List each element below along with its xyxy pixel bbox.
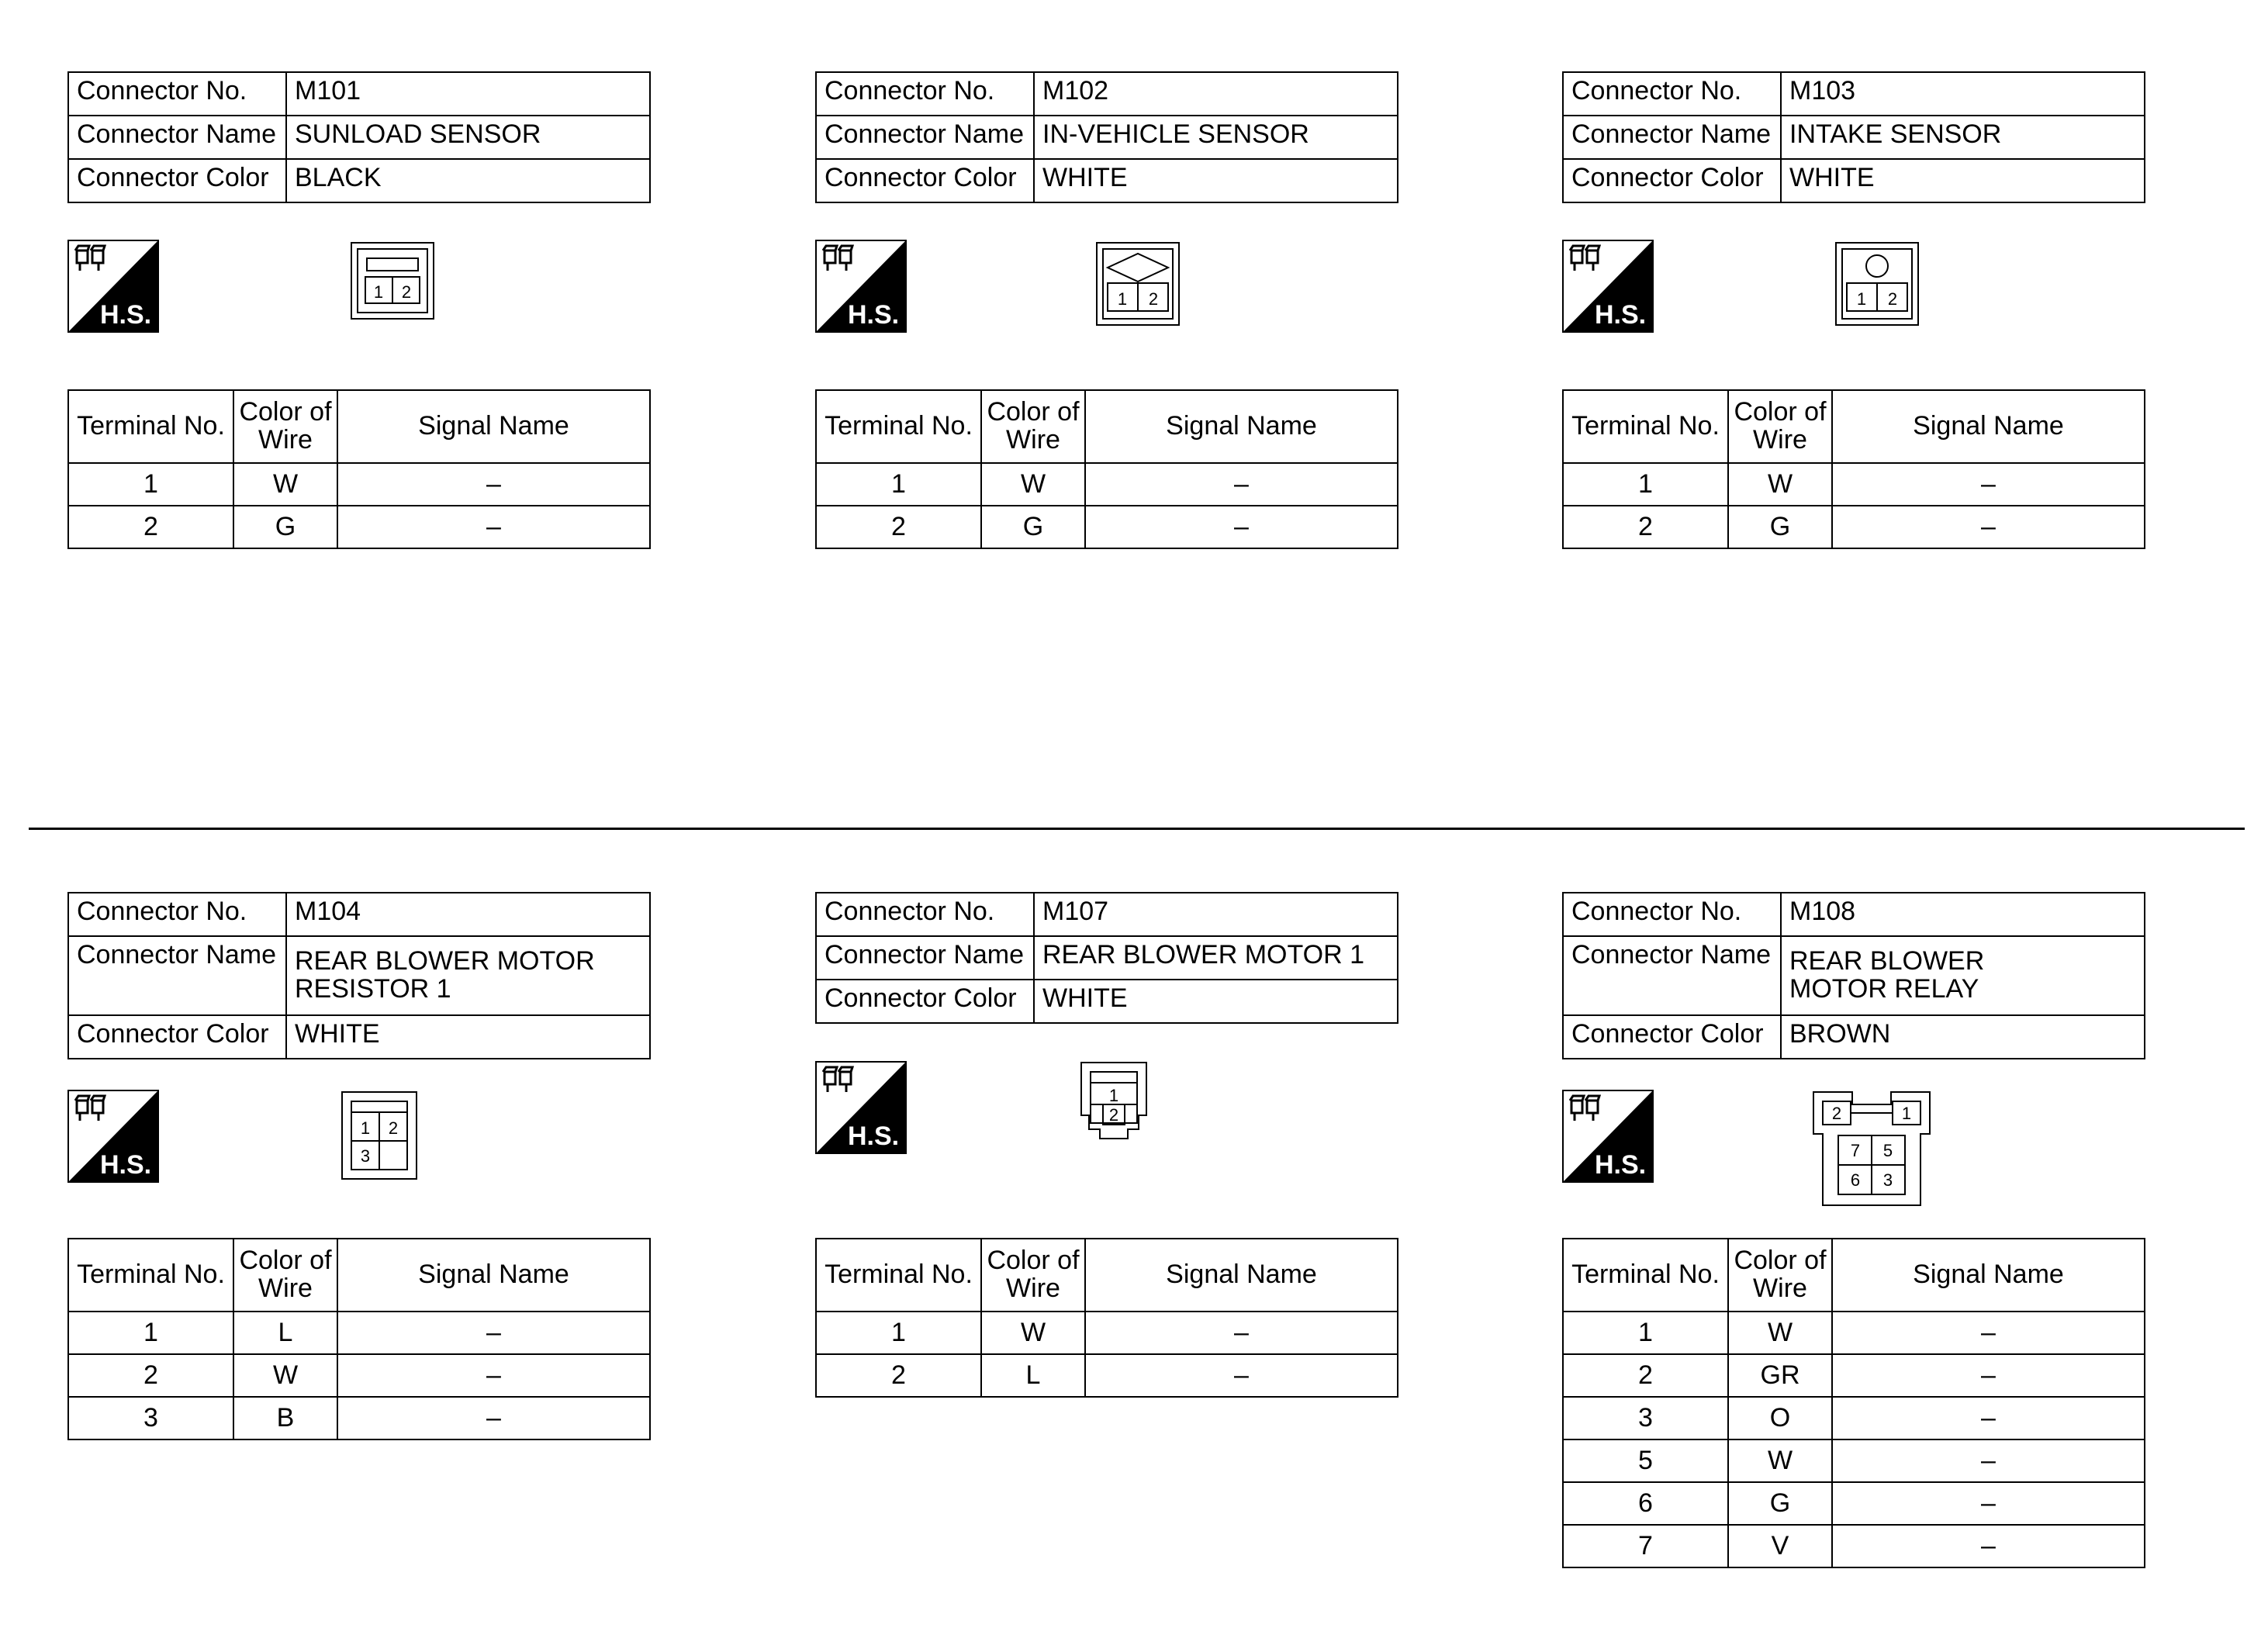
terminal-cell: 1: [816, 1312, 981, 1354]
wire-cell: B: [233, 1397, 337, 1439]
connector-no-value: M103: [1781, 72, 2145, 116]
terminal-table: [67, 389, 651, 549]
terminal-cell: 2: [1563, 1354, 1728, 1397]
wire-cell: L: [981, 1354, 1085, 1397]
table-row: [1563, 1354, 2145, 1397]
signal-cell: –: [1832, 1312, 2145, 1354]
connector-color-label: Connector Color: [1563, 1015, 1781, 1059]
table-row: [68, 1397, 650, 1439]
wire-cell: G: [1728, 1482, 1832, 1525]
connector-color-label: Connector Color: [1563, 159, 1781, 202]
wire-cell: L: [233, 1312, 337, 1354]
connector-name-label: Connector Name: [1563, 936, 1781, 1015]
connector-info-table: [67, 892, 651, 1059]
connector-color-value: WHITE: [1781, 159, 2145, 202]
table-row: [816, 463, 1398, 506]
connector-name-label: Connector Name: [68, 116, 286, 159]
connector-block-m101: [67, 71, 651, 541]
pin-label: 7: [1850, 1141, 1861, 1160]
harness-side-icon: [815, 240, 907, 333]
terminal-table: [815, 389, 1398, 549]
connector-no-label: Connector No.: [68, 893, 286, 936]
table-row: [68, 1354, 650, 1397]
table-row: [1563, 1525, 2145, 1567]
pin-label: 2: [388, 1118, 399, 1138]
signal-cell: –: [1085, 506, 1398, 548]
pin-label: 5: [1882, 1141, 1893, 1160]
connector-face-diagram: [350, 241, 435, 320]
connector-block-m108: [1562, 892, 2145, 1560]
signal-cell: –: [337, 506, 650, 548]
connector-color-value: BLACK: [286, 159, 650, 202]
pin-label: 1: [1108, 1086, 1119, 1105]
connector-name-value: REAR BLOWER MOTOR RESISTOR 1: [286, 936, 650, 1015]
wire-cell: G: [981, 506, 1085, 548]
connector-face-diagram: [1812, 1090, 1931, 1207]
wire-cell: W: [981, 1312, 1085, 1354]
wire-cell: GR: [1728, 1354, 1832, 1397]
terminal-table: [1562, 1238, 2145, 1568]
harness-side-icon: [67, 240, 159, 333]
harness-side-icon: [1562, 240, 1654, 333]
terminal-cell: 2: [1563, 506, 1728, 548]
terminal-no-header: Terminal No.: [68, 1239, 233, 1312]
terminal-cell: 6: [1563, 1482, 1728, 1525]
connector-no-value: M108: [1781, 893, 2145, 936]
color-of-wire-header: Color of Wire: [981, 1239, 1085, 1312]
wire-cell: W: [1728, 1312, 1832, 1354]
wire-cell: W: [233, 1354, 337, 1397]
harness-side-icon: [815, 1061, 907, 1154]
wire-cell: W: [1728, 463, 1832, 506]
terminal-no-header: Terminal No.: [1563, 390, 1728, 463]
pin-label: 2: [1108, 1105, 1119, 1125]
connector-face-diagram: [1095, 241, 1181, 327]
color-of-wire-header: Color of Wire: [981, 390, 1085, 463]
signal-cell: –: [1832, 506, 2145, 548]
table-row: [816, 1312, 1398, 1354]
terminal-cell: 1: [68, 463, 233, 506]
signal-name-header: Signal Name: [1832, 390, 2145, 463]
connector-color-value: WHITE: [286, 1015, 650, 1059]
connector-no-value: M107: [1034, 893, 1398, 936]
connector-color-value: BROWN: [1781, 1015, 2145, 1059]
pin-label: 1: [1117, 289, 1128, 309]
signal-cell: –: [337, 1354, 650, 1397]
connector-info-table: [67, 71, 651, 203]
connector-no-label: Connector No.: [816, 72, 1034, 116]
terminal-cell: 5: [1563, 1439, 1728, 1482]
connector-color-value: WHITE: [1034, 980, 1398, 1023]
terminal-cell: 2: [816, 506, 981, 548]
connector-no-label: Connector No.: [68, 72, 286, 116]
hs-label: H.S.: [848, 300, 900, 330]
terminal-no-header: Terminal No.: [816, 390, 981, 463]
signal-cell: –: [1832, 1439, 2145, 1482]
wire-cell: W: [981, 463, 1085, 506]
hs-label: H.S.: [100, 1150, 152, 1180]
signal-cell: –: [1832, 1354, 2145, 1397]
connector-name-value: REAR BLOWER MOTOR 1: [1034, 936, 1398, 980]
harness-side-icon: [1562, 1090, 1654, 1183]
wire-cell: G: [1728, 506, 1832, 548]
color-of-wire-header: Color of Wire: [1728, 390, 1832, 463]
signal-cell: –: [1832, 1397, 2145, 1439]
connector-name-value: REAR BLOWER MOTOR RELAY: [1781, 936, 2145, 1015]
connector-face-diagram: [341, 1090, 418, 1180]
connector-info-table: [815, 892, 1398, 1024]
terminal-cell: 3: [1563, 1397, 1728, 1439]
pin-label: 2: [1148, 289, 1159, 309]
connector-color-label: Connector Color: [816, 980, 1034, 1023]
signal-name-header: Signal Name: [337, 390, 650, 463]
wire-cell: G: [233, 506, 337, 548]
connector-block-m103: [1562, 71, 2145, 541]
pin-label: 1: [1901, 1104, 1912, 1123]
hs-label: H.S.: [1595, 1150, 1647, 1180]
pin-label: 2: [401, 282, 412, 302]
wire-cell: W: [1728, 1439, 1832, 1482]
connector-no-label: Connector No.: [816, 893, 1034, 936]
signal-cell: –: [1085, 463, 1398, 506]
color-of-wire-header: Color of Wire: [1728, 1239, 1832, 1312]
connector-block-m104: [67, 892, 651, 1433]
signal-name-header: Signal Name: [337, 1239, 650, 1312]
section-divider: [29, 828, 2245, 830]
connector-info-table: [1562, 892, 2145, 1059]
pin-label: 3: [1882, 1170, 1893, 1190]
signal-cell: –: [1832, 1525, 2145, 1567]
terminal-no-header: Terminal No.: [1563, 1239, 1728, 1312]
connector-color-label: Connector Color: [816, 159, 1034, 202]
connector-name-label: Connector Name: [1563, 116, 1781, 159]
connector-no-value: M104: [286, 893, 650, 936]
signal-cell: –: [337, 463, 650, 506]
wire-cell: V: [1728, 1525, 1832, 1567]
connector-block-m102: [815, 71, 1398, 541]
signal-name-header: Signal Name: [1085, 390, 1398, 463]
pin-label: 1: [1856, 289, 1867, 309]
connector-name-label: Connector Name: [68, 936, 286, 1015]
pin-label: 2: [1831, 1104, 1842, 1123]
terminal-cell: 1: [816, 463, 981, 506]
connector-name-label: Connector Name: [816, 936, 1034, 980]
table-row: [1563, 506, 2145, 548]
connector-no-label: Connector No.: [1563, 72, 1781, 116]
table-row: [68, 463, 650, 506]
connector-name-value: IN-VEHICLE SENSOR: [1034, 116, 1398, 159]
connector-color-value: WHITE: [1034, 159, 1398, 202]
table-row: [1563, 1312, 2145, 1354]
terminal-cell: 7: [1563, 1525, 1728, 1567]
terminal-table: [1562, 389, 2145, 549]
pin-label: 1: [373, 282, 384, 302]
connector-info-table: [815, 71, 1398, 203]
hs-label: H.S.: [848, 1121, 900, 1151]
terminal-table: [815, 1238, 1398, 1398]
signal-cell: –: [337, 1397, 650, 1439]
table-row: [816, 506, 1398, 548]
table-row: [1563, 463, 2145, 506]
signal-name-header: Signal Name: [1832, 1239, 2145, 1312]
table-row: [816, 1354, 1398, 1397]
terminal-table: [67, 1238, 651, 1440]
table-row: [68, 506, 650, 548]
terminal-cell: 1: [1563, 463, 1728, 506]
connector-block-m107: [815, 892, 1398, 1390]
table-row: [1563, 1439, 2145, 1482]
connector-face-diagram: [1080, 1061, 1148, 1140]
terminal-no-header: Terminal No.: [816, 1239, 981, 1312]
connector-color-label: Connector Color: [68, 1015, 286, 1059]
signal-cell: –: [1832, 463, 2145, 506]
connector-no-label: Connector No.: [1563, 893, 1781, 936]
terminal-cell: 2: [68, 1354, 233, 1397]
signal-cell: –: [1085, 1354, 1398, 1397]
terminal-cell: 3: [68, 1397, 233, 1439]
hs-label: H.S.: [100, 300, 152, 330]
pin-label: 3: [360, 1146, 371, 1166]
pin-label: 6: [1850, 1170, 1861, 1190]
terminal-cell: 2: [816, 1354, 981, 1397]
connector-name-label: Connector Name: [816, 116, 1034, 159]
signal-cell: –: [337, 1312, 650, 1354]
table-row: [1563, 1482, 2145, 1525]
harness-side-icon: [67, 1090, 159, 1183]
table-row: [1563, 1397, 2145, 1439]
signal-cell: –: [1832, 1482, 2145, 1525]
connector-no-value: M101: [286, 72, 650, 116]
terminal-cell: 2: [68, 506, 233, 548]
connector-name-value: SUNLOAD SENSOR: [286, 116, 650, 159]
color-of-wire-header: Color of Wire: [233, 1239, 337, 1312]
signal-cell: –: [1085, 1312, 1398, 1354]
terminal-cell: 1: [68, 1312, 233, 1354]
table-row: [68, 1312, 650, 1354]
connector-color-label: Connector Color: [68, 159, 286, 202]
connector-no-value: M102: [1034, 72, 1398, 116]
color-of-wire-header: Color of Wire: [233, 390, 337, 463]
wire-cell: O: [1728, 1397, 1832, 1439]
pin-label: 1: [360, 1118, 371, 1138]
pin-label: 2: [1887, 289, 1898, 309]
hs-label: H.S.: [1595, 300, 1647, 330]
terminal-no-header: Terminal No.: [68, 390, 233, 463]
connector-name-value: INTAKE SENSOR: [1781, 116, 2145, 159]
signal-name-header: Signal Name: [1085, 1239, 1398, 1312]
wire-cell: W: [233, 463, 337, 506]
connector-face-diagram: [1834, 241, 1920, 327]
connector-info-table: [1562, 71, 2145, 203]
terminal-cell: 1: [1563, 1312, 1728, 1354]
